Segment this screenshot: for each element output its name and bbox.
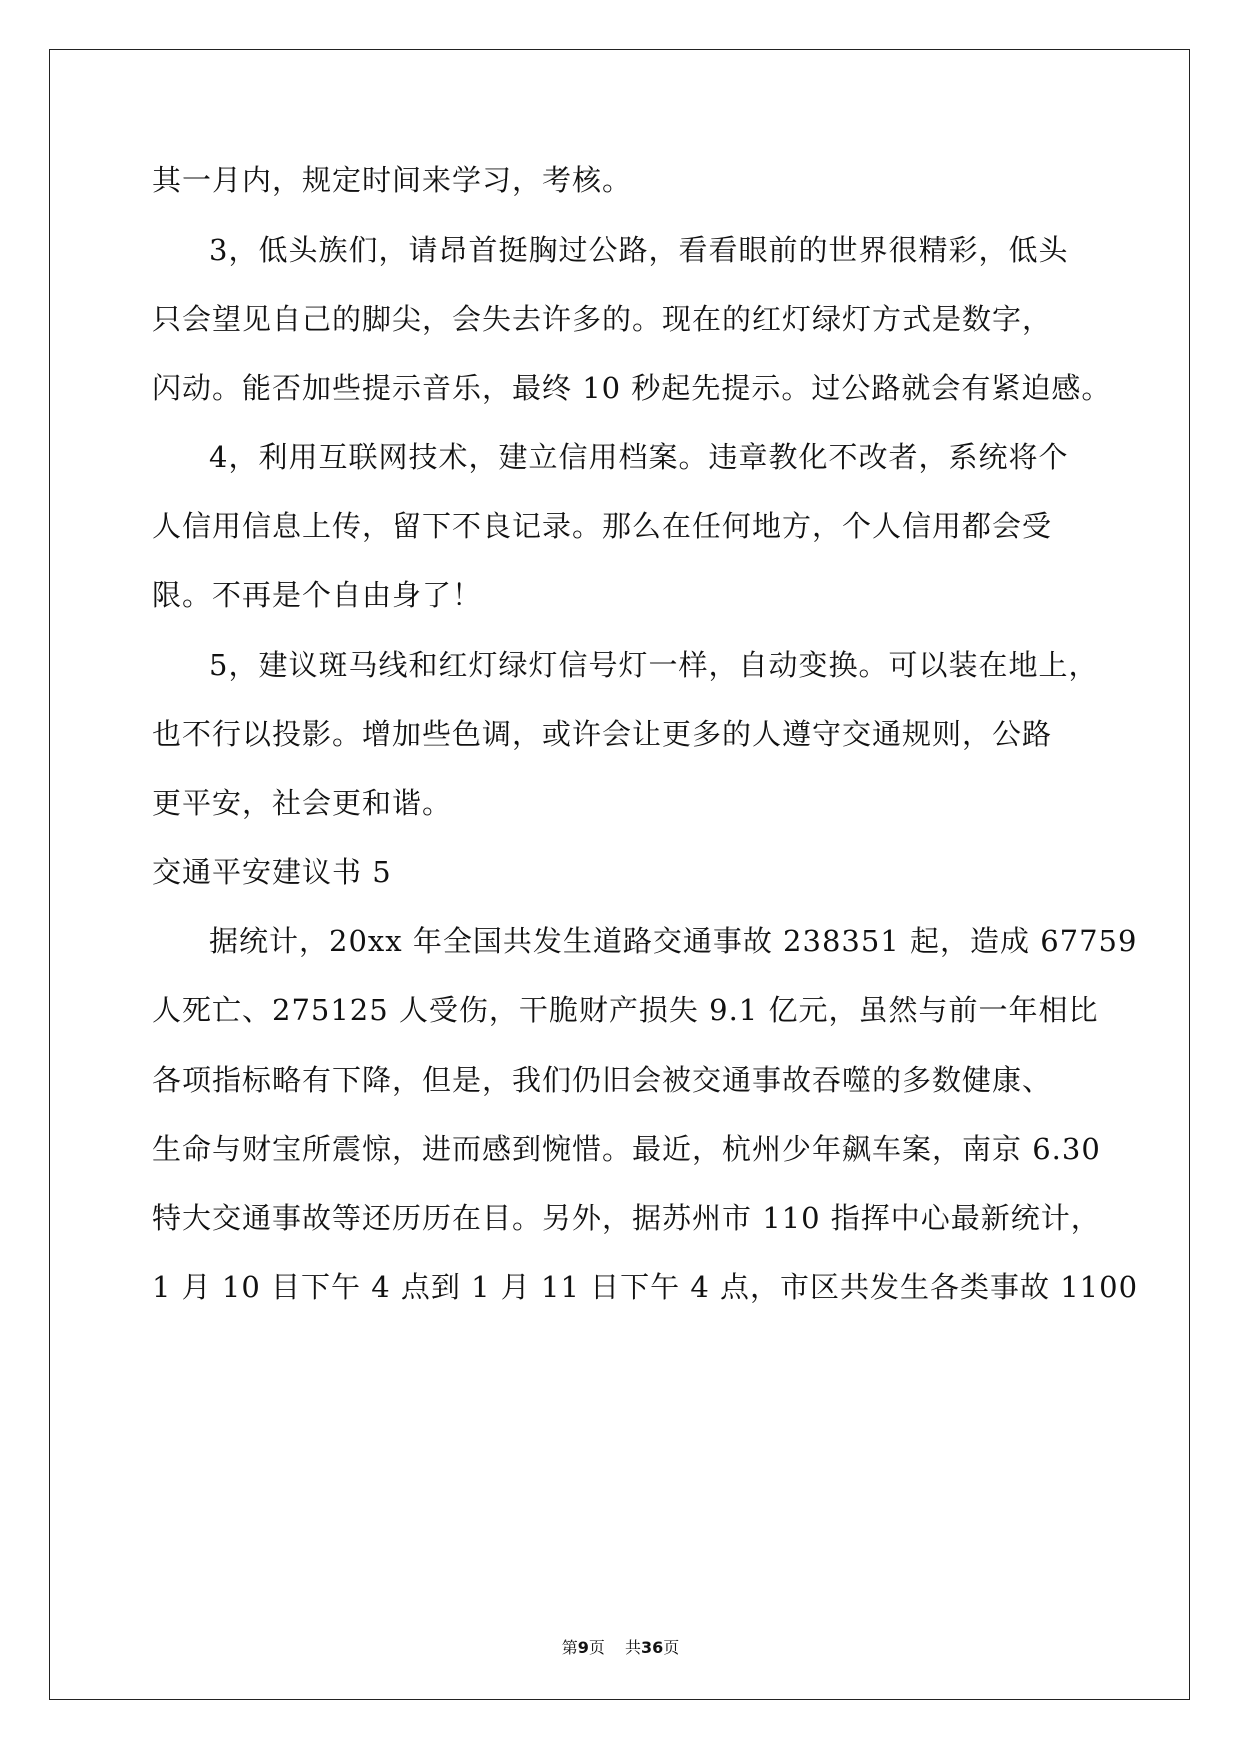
text-line: 3，低头族们，请昂首挺胸过公路，看看眼前的世界很精彩，低头 [209, 233, 1069, 267]
text-line: 其一月内，规定时间来学习，考核。 [152, 163, 633, 197]
text-line: 据统计，20xx 年全国共发生道路交通事故 238351 起，造成 67759 [209, 924, 1138, 958]
text-line: 闪动。能否加些提示音乐，最终 10 秒起先提示。过公路就会有紧迫感。 [152, 371, 1112, 405]
text-line: 生命与财宝所震惊，进而感到惋惜。最近，杭州少年飙车案，南京 6.30 [152, 1132, 1101, 1166]
text-line: 人信用信息上传，留下不良记录。那么在任何地方，个人信用都会受 [152, 509, 1053, 543]
total-suffix: 页 [663, 1638, 680, 1657]
total-pages: 36 [640, 1638, 664, 1657]
text-line: 各项指标略有下降，但是，我们仍旧会被交通事故吞噬的多数健康、 [152, 1063, 1053, 1097]
page-number: 9 [577, 1638, 589, 1657]
total-prefix: 共 [624, 1638, 641, 1657]
text-line: 1 月 10 目下午 4 点到 1 月 11 日下午 4 点，市区共发生各类事故 1100 [152, 1270, 1139, 1304]
page-suffix: 页 [588, 1638, 605, 1657]
text-line: 只会望见自己的脚尖，会失去许多的。现在的红灯绿灯方式是数字， [152, 302, 1053, 336]
text-line: 更平安，社会更和谐。 [152, 786, 453, 820]
section-heading: 交通平安建议书 5 [152, 855, 392, 889]
text-line: 限。不再是个自由身了！ [152, 578, 483, 612]
page-footer [0, 1635, 1241, 1658]
text-line: 人死亡、275125 人受伤，干脆财产损失 9.1 亿元，虽然与前一年相比 [152, 993, 1099, 1027]
text-line: 4，利用互联网技术，建立信用档案。违章教化不改者，系统将个 [209, 440, 1069, 474]
text-line: 特大交通事故等还历历在目。另外，据苏州市 110 指挥中心最新统计， [152, 1201, 1101, 1235]
page-prefix: 第 [561, 1638, 578, 1657]
text-line: 5，建议斑马线和红灯绿灯信号灯一样，自动变换。可以装在地上， [209, 648, 1099, 682]
text-line: 也不行以投影。增加些色调，或许会让更多的人遵守交通规则，公路 [152, 717, 1053, 751]
